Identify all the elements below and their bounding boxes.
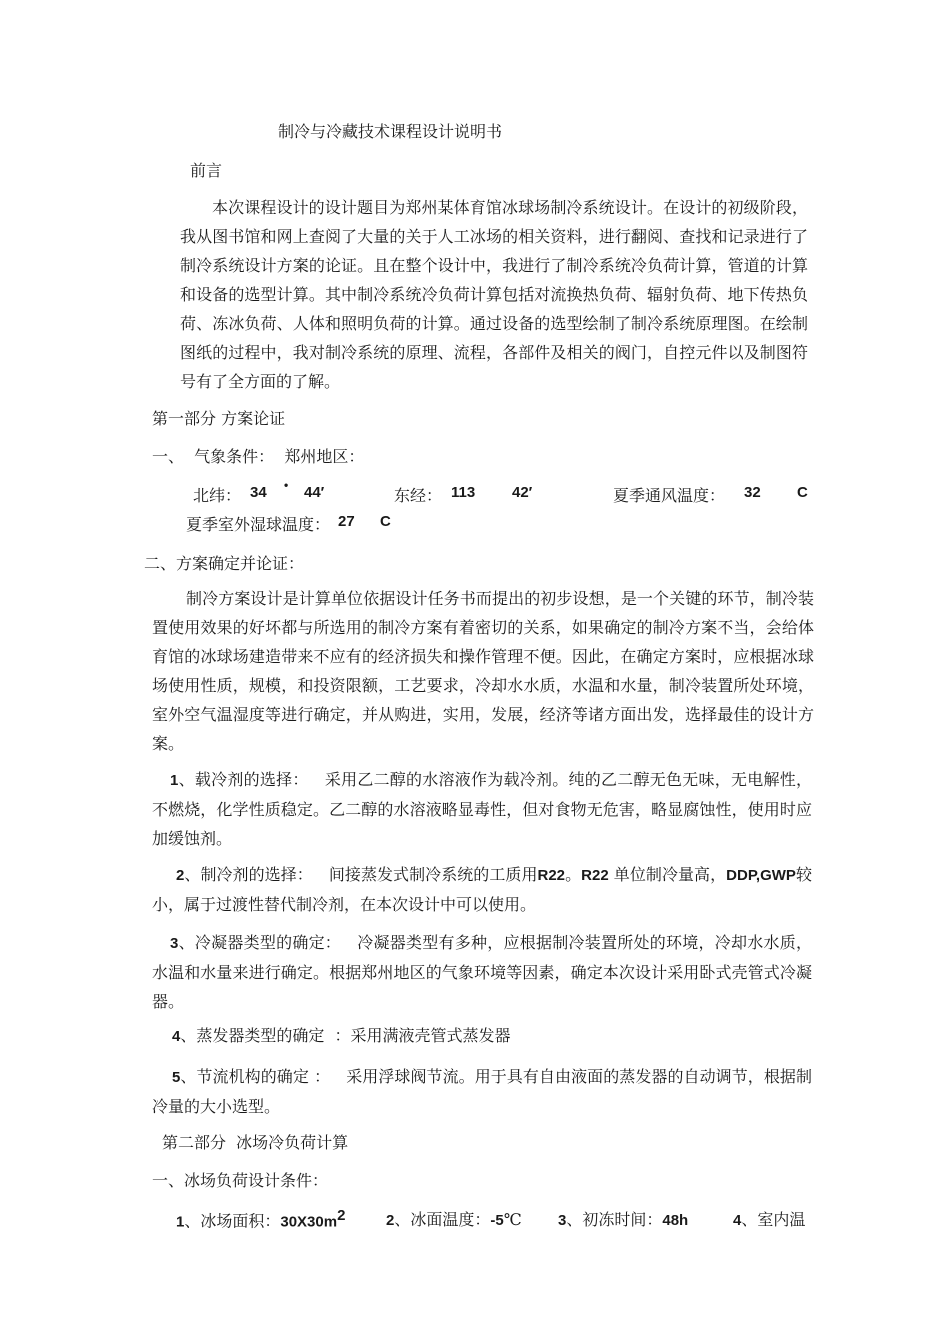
item-label: 、制冷剂的选择： bbox=[184, 865, 313, 884]
latitude-label: 北纬： bbox=[193, 486, 242, 505]
longitude-label: 东经： bbox=[394, 486, 443, 505]
item-label: 、载冷剂的选择： bbox=[178, 770, 309, 789]
refrigerant-code: R22 bbox=[537, 867, 566, 884]
longitude-degree: 113 bbox=[451, 484, 476, 501]
condition-superscript: 2 bbox=[337, 1207, 346, 1224]
item-text: 采用满液壳管式蒸发器 bbox=[350, 1026, 511, 1045]
item-text: 单位制冷量高， bbox=[608, 865, 727, 884]
document-title: 制冷与冷藏技术课程设计说明书 bbox=[278, 122, 503, 141]
condition-label: 、室内温 bbox=[741, 1210, 806, 1229]
part1-heading: 第一部分 方案论证 bbox=[152, 409, 286, 428]
latitude-minute: 44′ bbox=[304, 484, 325, 501]
item-number: 4 bbox=[172, 1028, 181, 1045]
condition-unit: ℃ bbox=[503, 1210, 522, 1229]
summer-vent-label: 夏季通风温度： bbox=[613, 486, 726, 505]
item-text: 采用乙二醇的水溶液作为载冷剂。纯的乙二醇无色无味，无电解性，不燃烧，化学性质稳定。乙二醇的水溶液略显毒性，但对食物无危害，略显腐蚀性，使用时应加缓蚀剂。 bbox=[152, 770, 812, 848]
item-label: 、蒸发器类型的确定 ： bbox=[180, 1026, 351, 1045]
item-number: 5 bbox=[172, 1069, 181, 1086]
item-coolant bbox=[152, 765, 812, 853]
item-number: 1 bbox=[170, 772, 179, 789]
item-label: 、冷凝器类型的确定： bbox=[178, 933, 342, 952]
latitude-degree: 34 bbox=[250, 484, 267, 501]
item-evaporator bbox=[172, 1023, 511, 1046]
degree-symbol: • bbox=[284, 478, 289, 492]
condition-value: 30X30m bbox=[280, 1213, 338, 1231]
item-throttle bbox=[152, 1062, 812, 1121]
item-text: 间接蒸发式制冷系统的工质用 bbox=[328, 865, 538, 884]
summer-vent-unit: C bbox=[797, 484, 808, 501]
condition-rink-area bbox=[176, 1207, 345, 1231]
condition-value: -5 bbox=[490, 1212, 504, 1229]
preface-paragraph: 本次课程设计的设计题目为郑州某体育馆冰球场制冷系统设计。在设计的初级阶段，我从图书馆和网上查阅了大量的关于人工冰场的相关资料，进行翻阅、查找和记录进行了制冷系统设计方案的论证。且在整个设计中，我进行了制冷系统冷负荷计算，管道的计算和设备的选型计算。其中制冷系统冷负荷计算包括对流换热负荷、辐射负荷、地下传热负荷、冻冰负荷、人体和照明负荷的计算。通过设备的选型绘制了制冷系统原理图。在绘制图纸的过程中，我对制冷系统的原理、流程，各部件及相关的阀门，自控元件以及制图符号有了全方面的了解。 bbox=[180, 198, 808, 391]
item-condenser bbox=[152, 928, 812, 1016]
load-heading: 一、冰场负荷设计条件： bbox=[152, 1171, 329, 1190]
climate-heading: 一、 气象条件： 郑州地区： bbox=[152, 447, 365, 466]
condition-number: 3 bbox=[558, 1212, 567, 1229]
condition-label: 、冰场面积： bbox=[184, 1211, 281, 1231]
part2-heading: 第二部分 冰场冷负荷计算 bbox=[162, 1133, 349, 1152]
wetbulb-label: 夏季室外湿球温度： bbox=[186, 515, 331, 534]
environment-index: DDP,GWP bbox=[726, 867, 796, 884]
item-number: 2 bbox=[176, 867, 185, 884]
condition-number: 4 bbox=[733, 1212, 742, 1229]
longitude-minute: 42′ bbox=[512, 484, 533, 501]
wetbulb-value: 27 bbox=[338, 513, 355, 530]
item-refrigerant bbox=[152, 860, 812, 919]
scheme-heading: 二、方案确定并论证： bbox=[144, 554, 305, 573]
item-label: 、节流机构的确定 ： bbox=[180, 1067, 331, 1086]
item-text: 采用浮球阀节流。用于具有自由液面的蒸发器的自动调节，根据制冷量的大小选型。 bbox=[152, 1067, 812, 1116]
item-text: 。 bbox=[565, 865, 582, 884]
item-text: 冷凝器类型有多种，应根据制冷装置所处的环境，冷却水水质，水温和水量来进行确定。根据郑州地区的气象环境等因素，确定本次设计采用卧式壳管式冷凝器。 bbox=[152, 933, 812, 1011]
condition-label: 、冰面温度： bbox=[394, 1210, 491, 1229]
condition-number: 2 bbox=[386, 1212, 395, 1229]
scheme-paragraph: 制冷方案设计是计算单位依据设计任务书而提出的初步设想，是一个关键的环节，制冷装置使用效果的好坏都与所选用的制冷方案有着密切的关系，如果确定的制冷方案不当，会给体育馆的冰球场建造带来不应有的经济损失和操作管理不便。因此，在确定方案时，应根据冰球场使用性质，规模，和投资限额，工艺要求，冷却水水质，水温和水量，制冷装置所处环境，室外空气温湿度等进行确定，并从购进，实用，发展，经济等诸方面出发，选择最佳的设计方案。 bbox=[152, 589, 814, 753]
condition-value: 48h bbox=[662, 1212, 689, 1229]
condition-label: 、初冻时间： bbox=[566, 1210, 663, 1229]
item-text: 较小，属于过渡性替代制冷剂，在本次设计中可以使用。 bbox=[152, 865, 812, 914]
condition-number: 1 bbox=[176, 1213, 185, 1231]
condition-freeze-time bbox=[558, 1207, 688, 1230]
preface-heading: 前言 bbox=[190, 161, 223, 180]
summer-vent-value: 32 bbox=[744, 484, 761, 501]
refrigerant-code: R22 bbox=[581, 867, 609, 884]
item-number: 3 bbox=[170, 935, 179, 952]
condition-indoor-temp bbox=[733, 1207, 805, 1230]
wetbulb-unit: C bbox=[380, 513, 391, 530]
condition-ice-temp bbox=[386, 1207, 522, 1230]
